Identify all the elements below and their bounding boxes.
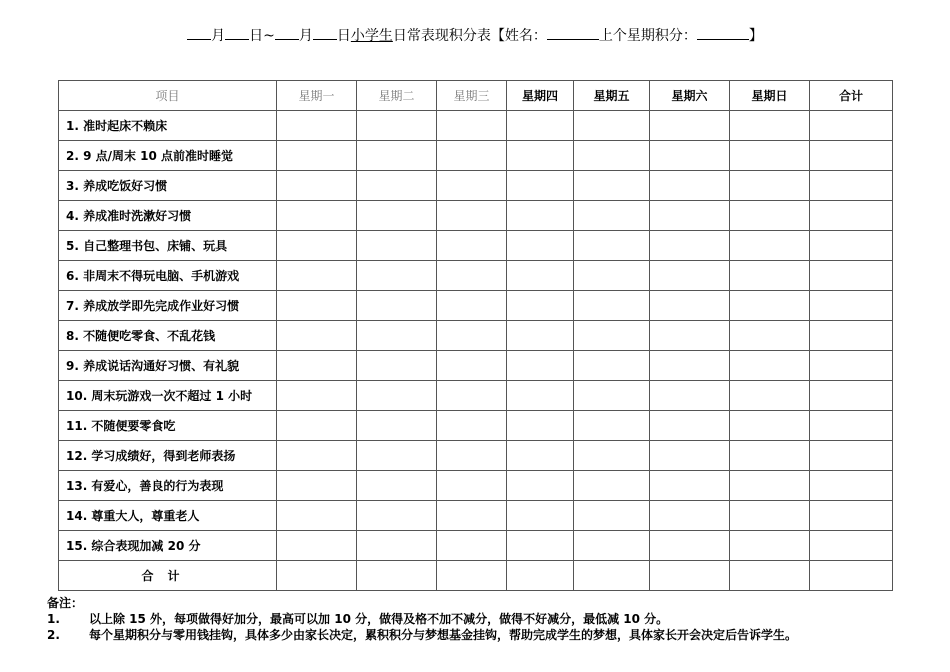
column-header: 星期日	[730, 81, 810, 111]
score-cell[interactable]	[810, 501, 893, 531]
score-cell[interactable]	[357, 351, 437, 381]
score-cell[interactable]	[437, 141, 507, 171]
score-cell[interactable]	[507, 411, 574, 441]
table-row	[59, 321, 893, 351]
note-item	[47, 627, 937, 643]
table-row	[59, 291, 893, 321]
score-cell[interactable]	[277, 501, 357, 531]
score-cell[interactable]	[574, 561, 650, 591]
score-cell[interactable]	[810, 261, 893, 291]
score-cell[interactable]	[277, 171, 357, 201]
note-text: 以上除 15 外，每项做得好加分，最高可以加 10 分，做得及格不加不减分，做得不好减分，最低减 10 分。	[89, 612, 669, 626]
table-row	[59, 351, 893, 381]
score-cell[interactable]	[277, 381, 357, 411]
score-cell[interactable]	[277, 261, 357, 291]
score-cell[interactable]	[437, 171, 507, 201]
score-cell[interactable]	[574, 201, 650, 231]
score-cell[interactable]	[574, 501, 650, 531]
title-underlined: 小学生	[350, 28, 393, 44]
total-label: 合计	[59, 561, 277, 591]
score-cell[interactable]	[574, 291, 650, 321]
item-label: 14. 尊重大人，尊重老人	[59, 501, 277, 531]
score-cell[interactable]	[507, 501, 574, 531]
item-label: 1. 准时起床不赖床	[59, 111, 277, 141]
score-cell[interactable]	[650, 381, 730, 411]
last-week-label: 上个星期积分：	[598, 28, 697, 44]
item-label: 8. 不随便吃零食、不乱花钱	[59, 321, 277, 351]
last-week-blank[interactable]	[697, 26, 749, 40]
score-cell[interactable]	[277, 561, 357, 591]
score-cell[interactable]	[574, 351, 650, 381]
table-row	[59, 411, 893, 441]
score-cell[interactable]	[507, 111, 574, 141]
score-cell[interactable]	[650, 231, 730, 261]
score-cell[interactable]	[277, 111, 357, 141]
table-header-row	[59, 81, 893, 111]
score-cell[interactable]	[810, 111, 893, 141]
table-row	[59, 111, 893, 141]
table-row	[59, 231, 893, 261]
score-cell[interactable]	[650, 201, 730, 231]
score-table	[58, 80, 893, 591]
score-cell[interactable]	[730, 201, 810, 231]
score-cell[interactable]	[730, 141, 810, 171]
score-cell[interactable]	[650, 171, 730, 201]
column-header: 星期四	[507, 81, 574, 111]
score-cell[interactable]	[507, 531, 574, 561]
score-cell[interactable]	[507, 351, 574, 381]
score-cell[interactable]	[357, 531, 437, 561]
table-row	[59, 141, 893, 171]
note-text: 每个星期积分与零用钱挂钩，具体多少由家长决定，累积积分与梦想基金挂钩，帮助完成学生的梦想，具体家长开会决定后告诉学生。	[89, 628, 798, 642]
month-blank-1[interactable]	[187, 26, 211, 40]
score-cell[interactable]	[507, 171, 574, 201]
score-cell[interactable]	[730, 171, 810, 201]
score-cell[interactable]	[437, 261, 507, 291]
table-row	[59, 171, 893, 201]
score-cell[interactable]	[810, 141, 893, 171]
score-cell[interactable]	[277, 531, 357, 561]
score-cell[interactable]	[437, 531, 507, 561]
score-cell[interactable]	[357, 441, 437, 471]
day-blank-2[interactable]	[313, 26, 337, 40]
score-cell[interactable]	[730, 111, 810, 141]
score-cell[interactable]	[277, 201, 357, 231]
score-cell[interactable]	[437, 231, 507, 261]
table-row	[59, 441, 893, 471]
score-cell[interactable]	[507, 291, 574, 321]
score-cell[interactable]	[650, 531, 730, 561]
note-number: 1.	[47, 612, 60, 626]
score-cell[interactable]	[357, 321, 437, 351]
item-label: 3. 养成吃饭好习惯	[59, 171, 277, 201]
item-label: 10. 周末玩游戏一次不超过 1 小时	[59, 381, 277, 411]
score-cell[interactable]	[574, 411, 650, 441]
score-cell[interactable]	[650, 501, 730, 531]
score-cell[interactable]	[277, 141, 357, 171]
item-label: 4. 养成准时洗漱好习惯	[59, 201, 277, 231]
table-row	[59, 201, 893, 231]
column-header: 项目	[59, 81, 277, 111]
day-label-2: 日	[336, 28, 351, 44]
date-range-tilde: ~	[263, 28, 275, 44]
score-cell[interactable]	[357, 231, 437, 261]
score-cell[interactable]	[574, 531, 650, 561]
score-cell[interactable]	[507, 321, 574, 351]
table-row	[59, 261, 893, 291]
score-cell[interactable]	[574, 261, 650, 291]
score-cell[interactable]	[650, 111, 730, 141]
score-cell[interactable]	[357, 291, 437, 321]
item-label: 12. 学习成绩好，得到老师表扬	[59, 441, 277, 471]
score-cell[interactable]	[437, 561, 507, 591]
score-cell[interactable]	[357, 201, 437, 231]
score-cell[interactable]	[730, 501, 810, 531]
score-cell[interactable]	[437, 291, 507, 321]
table-row	[59, 381, 893, 411]
score-cell[interactable]	[277, 321, 357, 351]
month-label-1: 月	[211, 28, 226, 44]
score-cell[interactable]	[730, 231, 810, 261]
score-cell[interactable]	[574, 381, 650, 411]
notes-section	[47, 595, 937, 643]
note-number: 2.	[47, 628, 60, 642]
column-header: 星期一	[277, 81, 357, 111]
score-cell[interactable]	[730, 291, 810, 321]
score-cell[interactable]	[507, 141, 574, 171]
item-label: 6. 非周末不得玩电脑、手机游戏	[59, 261, 277, 291]
score-cell[interactable]	[650, 261, 730, 291]
score-cell[interactable]	[730, 441, 810, 471]
score-cell[interactable]	[574, 141, 650, 171]
score-cell[interactable]	[810, 231, 893, 261]
notes-title: 备注：	[47, 596, 84, 610]
item-label: 11. 不随便要零食吃	[59, 411, 277, 441]
total-row	[59, 561, 893, 591]
score-cell[interactable]	[574, 231, 650, 261]
score-cell[interactable]	[650, 351, 730, 381]
column-header: 合计	[810, 81, 893, 111]
score-cell[interactable]	[810, 381, 893, 411]
score-cell[interactable]	[574, 321, 650, 351]
score-cell[interactable]	[507, 201, 574, 231]
score-cell[interactable]	[650, 441, 730, 471]
score-cell[interactable]	[574, 171, 650, 201]
score-cell[interactable]	[730, 561, 810, 591]
score-cell[interactable]	[810, 471, 893, 501]
score-cell[interactable]	[650, 291, 730, 321]
score-cell[interactable]	[507, 381, 574, 411]
title-close-bracket: 】	[748, 28, 763, 44]
column-header: 星期二	[357, 81, 437, 111]
column-header: 星期三	[437, 81, 507, 111]
score-cell[interactable]	[437, 111, 507, 141]
table-row	[59, 471, 893, 501]
score-cell[interactable]	[650, 141, 730, 171]
score-cell[interactable]	[357, 141, 437, 171]
score-cell[interactable]	[437, 351, 507, 381]
item-label: 2. 9 点/周末 10 点前准时睡觉	[59, 141, 277, 171]
table-row	[59, 501, 893, 531]
score-cell[interactable]	[810, 411, 893, 441]
score-cell[interactable]	[357, 111, 437, 141]
score-cell[interactable]	[437, 501, 507, 531]
item-label: 5. 自己整理书包、床铺、玩具	[59, 231, 277, 261]
table-row	[59, 531, 893, 561]
score-cell[interactable]	[277, 441, 357, 471]
score-cell[interactable]	[810, 291, 893, 321]
score-cell[interactable]	[507, 231, 574, 261]
score-cell[interactable]	[650, 471, 730, 501]
score-cell[interactable]	[574, 111, 650, 141]
column-header: 星期六	[650, 81, 730, 111]
title-text: 日常表现积分表	[392, 28, 491, 44]
score-cell[interactable]	[507, 261, 574, 291]
score-cell[interactable]	[810, 321, 893, 351]
score-cell[interactable]	[437, 411, 507, 441]
score-cell[interactable]	[650, 321, 730, 351]
score-cell[interactable]	[810, 351, 893, 381]
score-cell[interactable]	[574, 471, 650, 501]
score-cell[interactable]	[730, 471, 810, 501]
score-cell[interactable]	[730, 321, 810, 351]
item-label: 7. 养成放学即先完成作业好习惯	[59, 291, 277, 321]
score-cell[interactable]	[650, 411, 730, 441]
item-label: 9. 养成说话沟通好习惯、有礼貌	[59, 351, 277, 381]
score-cell[interactable]	[357, 501, 437, 531]
page-title	[0, 26, 950, 45]
score-cell[interactable]	[437, 201, 507, 231]
name-blank[interactable]	[547, 26, 599, 40]
name-label: 【姓名：	[490, 28, 547, 44]
note-item	[47, 611, 937, 627]
score-cell[interactable]	[437, 441, 507, 471]
month-label-2: 月	[298, 28, 313, 44]
score-cell[interactable]	[507, 441, 574, 471]
score-cell[interactable]	[730, 351, 810, 381]
score-cell[interactable]	[277, 351, 357, 381]
item-label: 13. 有爱心，善良的行为表现	[59, 471, 277, 501]
column-header: 星期五	[574, 81, 650, 111]
score-cell[interactable]	[277, 471, 357, 501]
score-cell[interactable]	[437, 381, 507, 411]
score-cell[interactable]	[357, 561, 437, 591]
score-cell[interactable]	[357, 381, 437, 411]
score-cell[interactable]	[730, 531, 810, 561]
score-cell[interactable]	[357, 411, 437, 441]
score-cell[interactable]	[357, 261, 437, 291]
score-cell[interactable]	[507, 471, 574, 501]
day-label-1: 日	[249, 28, 264, 44]
score-cell[interactable]	[810, 201, 893, 231]
score-cell[interactable]	[810, 561, 893, 591]
item-label: 15. 综合表现加减 20 分	[59, 531, 277, 561]
day-blank-1[interactable]	[225, 26, 249, 40]
score-cell[interactable]	[730, 381, 810, 411]
score-cell[interactable]	[437, 471, 507, 501]
score-cell[interactable]	[437, 321, 507, 351]
score-cell[interactable]	[277, 411, 357, 441]
month-blank-2[interactable]	[275, 26, 299, 40]
score-cell[interactable]	[730, 411, 810, 441]
score-cell[interactable]	[810, 531, 893, 561]
score-cell[interactable]	[357, 171, 437, 201]
score-cell[interactable]	[574, 441, 650, 471]
score-cell[interactable]	[810, 441, 893, 471]
score-cell[interactable]	[730, 261, 810, 291]
score-cell[interactable]	[810, 171, 893, 201]
score-cell[interactable]	[507, 561, 574, 591]
score-cell[interactable]	[650, 561, 730, 591]
score-cell[interactable]	[277, 231, 357, 261]
score-cell[interactable]	[277, 291, 357, 321]
score-cell[interactable]	[357, 471, 437, 501]
